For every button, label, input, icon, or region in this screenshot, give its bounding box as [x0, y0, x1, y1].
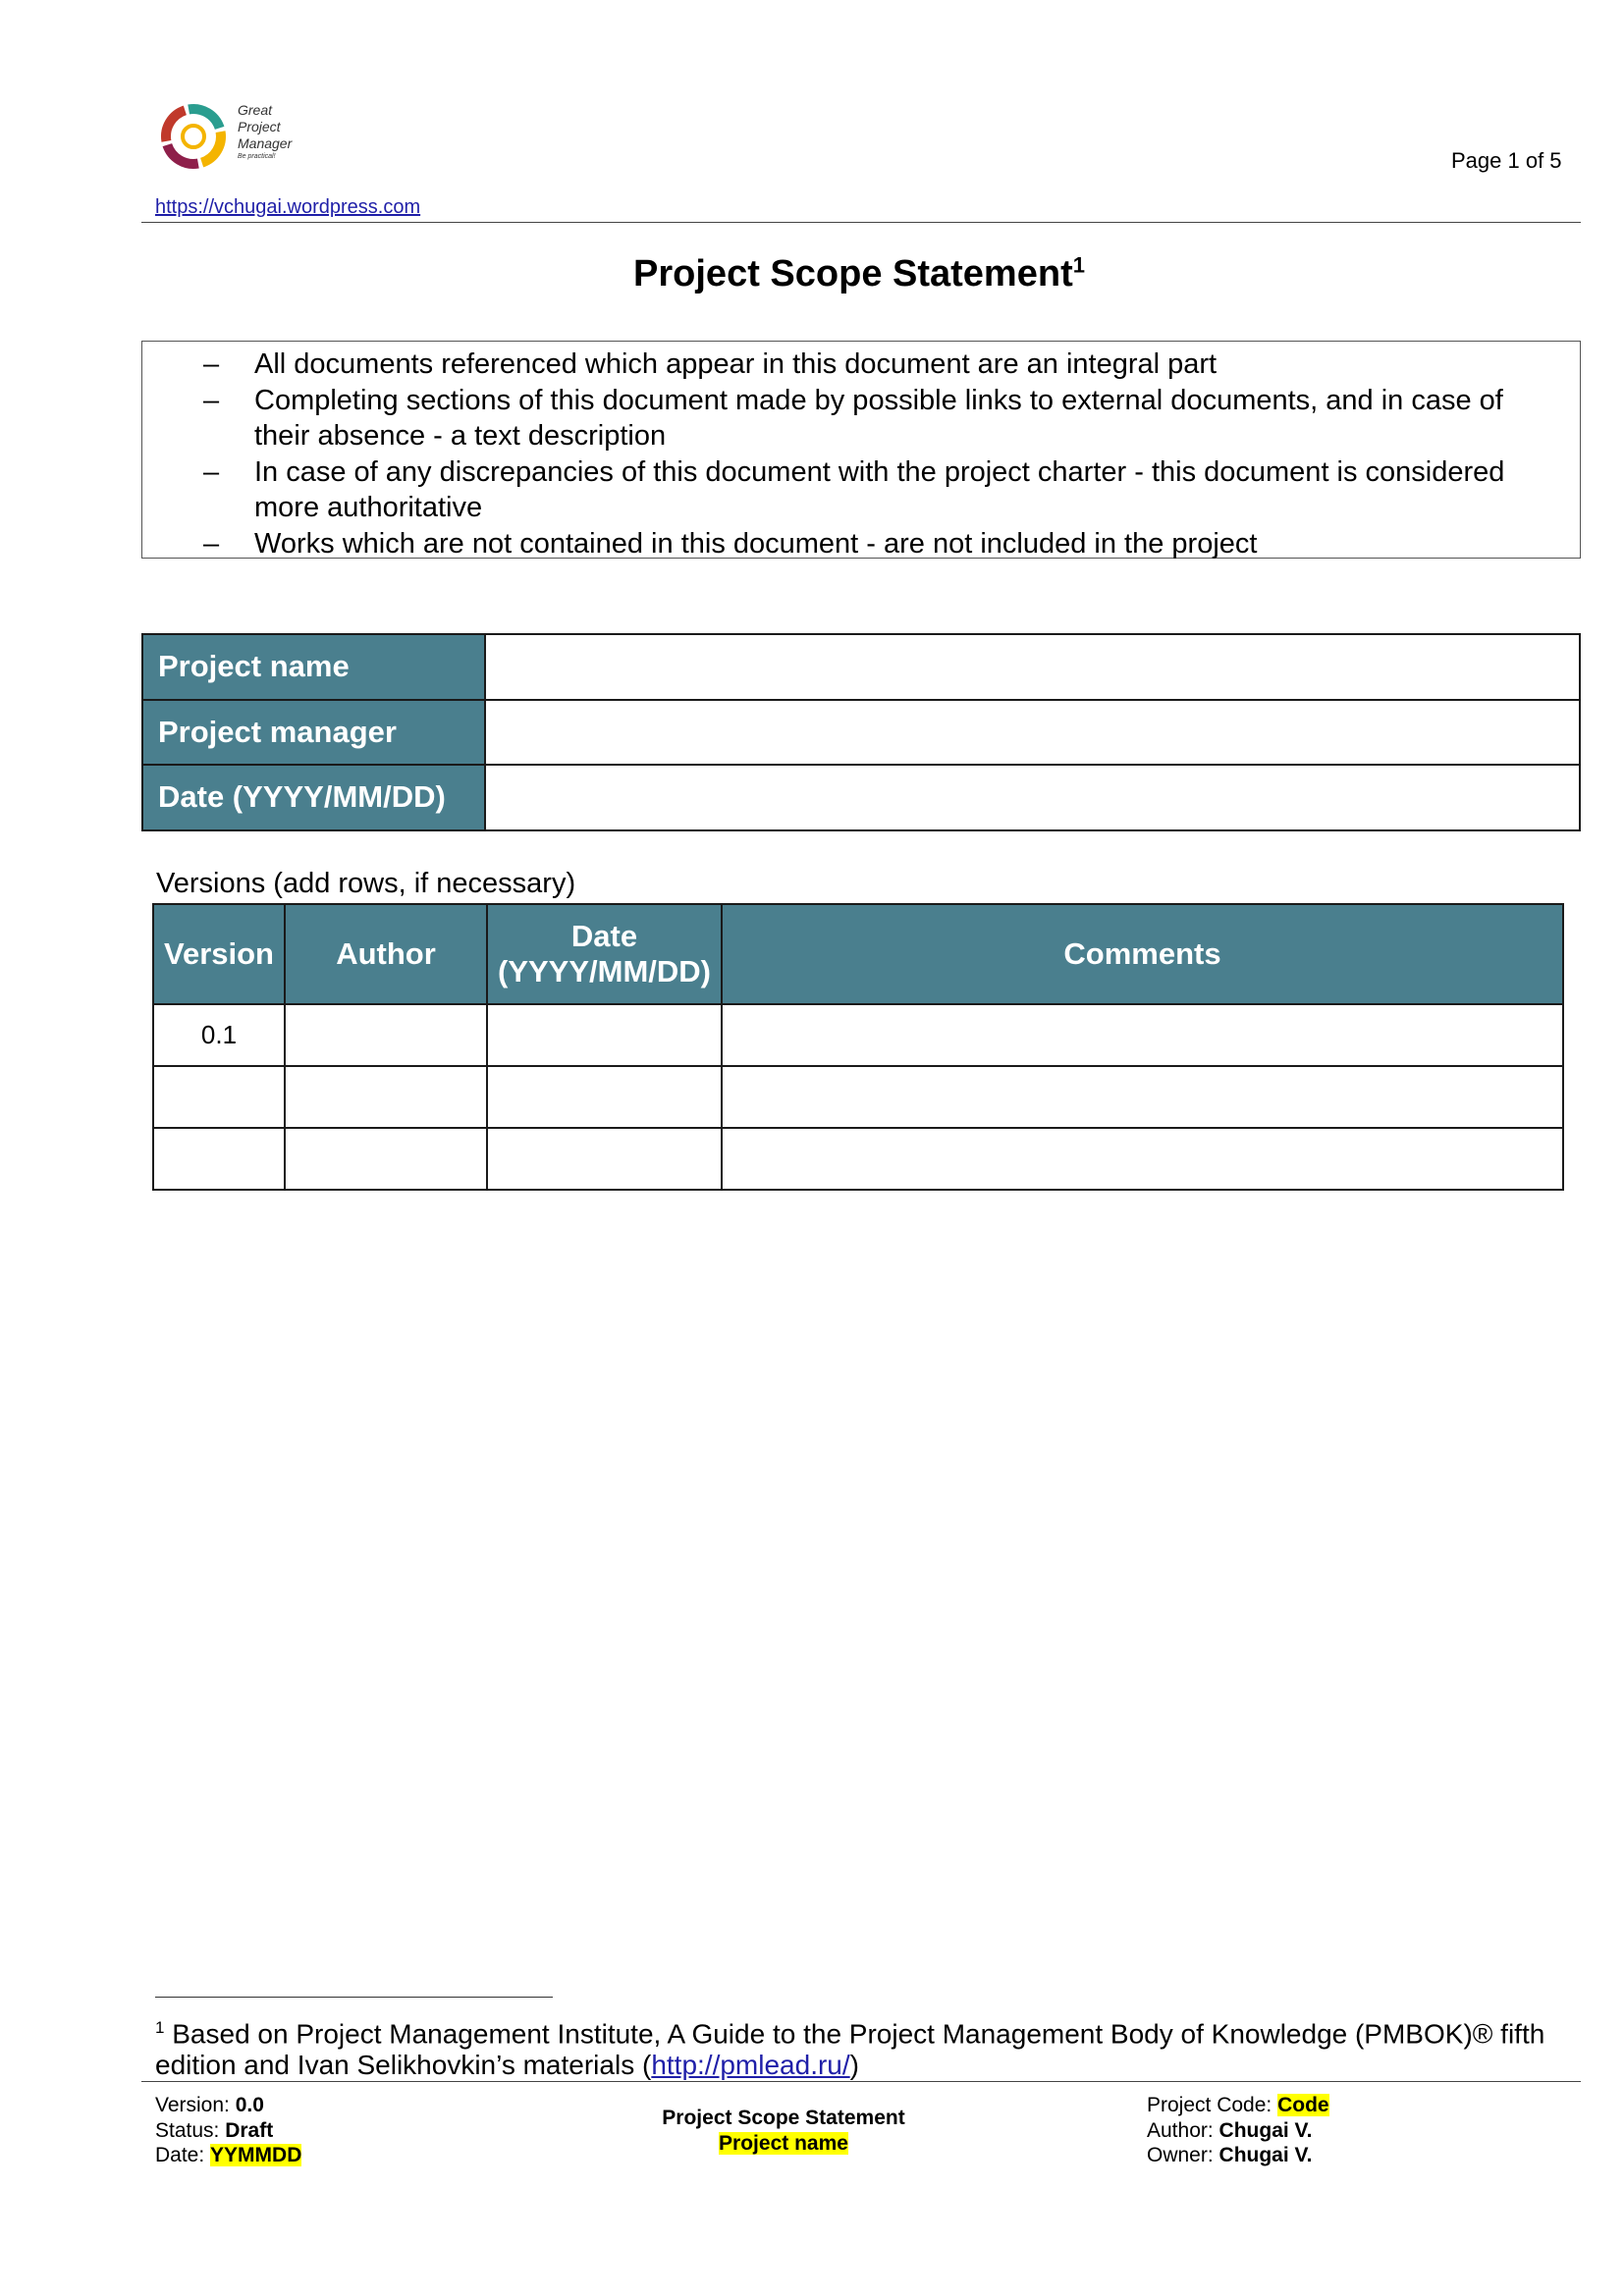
footer-left	[155, 2093, 301, 2168]
dash-bullet: –	[203, 455, 220, 488]
table-header-row	[153, 904, 1563, 1004]
header-divider	[141, 222, 1581, 223]
date-header: Date (YYYY/MM/DD)	[487, 904, 722, 1004]
comments-cell[interactable]	[722, 1004, 1563, 1066]
project-info-table	[141, 633, 1581, 831]
list-item: – Works which are not contained in this document - are not included in the project	[142, 526, 1580, 562]
notes-list	[142, 342, 1580, 561]
project-manager-label: Project manager	[142, 700, 485, 766]
list-item: – All documents referenced which appear in this document are an integral part	[142, 347, 1580, 383]
footer-divider	[141, 2081, 1581, 2082]
comments-cell[interactable]	[722, 1128, 1563, 1190]
pmlead-link[interactable]: http://pmlead.ru/	[651, 2050, 850, 2081]
logo	[157, 96, 304, 177]
list-item: – Completing sections of this document made by possible links to external documents, and in case of their absence - a text description	[203, 384, 1503, 452]
comments-header: Comments	[722, 904, 1563, 1004]
footnote: $^1$ Based on Project Management Institute, A Guide to the Project Management Body of Knowledge (PMBOK)® fifth edition and Ivan Selikhovkin’s materials (http://pmlead.ru/)	[155, 2018, 1545, 2081]
list-item: – In case of any discrepancies of this document with the project charter - this document is considered more authoritative	[203, 455, 1505, 523]
footer-project-code: Project Code: Code	[1147, 2094, 1329, 2116]
logo-text: Great Project Manager Be practical!	[238, 102, 293, 160]
footer-project-name: Project name	[719, 2131, 848, 2155]
table-row	[153, 1004, 1563, 1066]
author-cell[interactable]	[285, 1004, 487, 1066]
document-title: Project Scope Statement$^1$	[633, 252, 1085, 294]
dash-bullet: –	[203, 384, 220, 416]
author-cell[interactable]	[285, 1128, 487, 1190]
footer-version: Version: 0.0	[155, 2094, 264, 2116]
site-link[interactable]: https://vchugai.wordpress.com	[155, 196, 421, 218]
table-row	[142, 765, 1580, 830]
author-cell[interactable]	[285, 1066, 487, 1128]
project-manager-field[interactable]	[485, 700, 1580, 766]
date-cell[interactable]	[487, 1128, 722, 1190]
footer-author: Author: Chugai V.	[1147, 2118, 1313, 2142]
date-cell[interactable]	[487, 1004, 722, 1066]
version-cell[interactable]: 0.1	[153, 1004, 285, 1066]
version-cell[interactable]	[153, 1128, 285, 1190]
footer-center	[589, 2106, 978, 2156]
footnote-ref: 1	[1072, 252, 1085, 278]
date-field[interactable]	[485, 765, 1580, 830]
notes-box	[141, 341, 1581, 559]
table-row	[153, 1128, 1563, 1190]
dash-bullet: –	[203, 348, 220, 380]
footer-status: Status: Draft	[155, 2118, 274, 2142]
date-label: Date (YYYY/MM/DD)	[142, 765, 485, 830]
comments-cell[interactable]	[722, 1066, 1563, 1128]
version-header: Version	[153, 904, 285, 1004]
footer-doc-title: Project Scope Statement	[662, 2107, 905, 2129]
project-name-label: Project name	[142, 634, 485, 700]
table-row	[142, 634, 1580, 700]
footnote-divider	[155, 1997, 553, 1998]
dash-bullet: –	[203, 527, 220, 560]
footer-date: Date: YYMMDD	[155, 2144, 302, 2166]
footnote-mark: 1	[155, 2018, 165, 2037]
versions-table	[152, 903, 1564, 1191]
author-header: Author	[285, 904, 487, 1004]
version-cell[interactable]	[153, 1066, 285, 1128]
project-name-field[interactable]	[485, 634, 1580, 700]
date-cell[interactable]	[487, 1066, 722, 1128]
logo-ring-icon	[157, 100, 230, 173]
versions-caption: Versions (add rows, if necessary)	[156, 868, 576, 899]
table-row	[153, 1066, 1563, 1128]
table-row	[142, 700, 1580, 766]
footer-right	[1147, 2093, 1329, 2168]
footer-owner: Owner: Chugai V.	[1147, 2144, 1313, 2166]
